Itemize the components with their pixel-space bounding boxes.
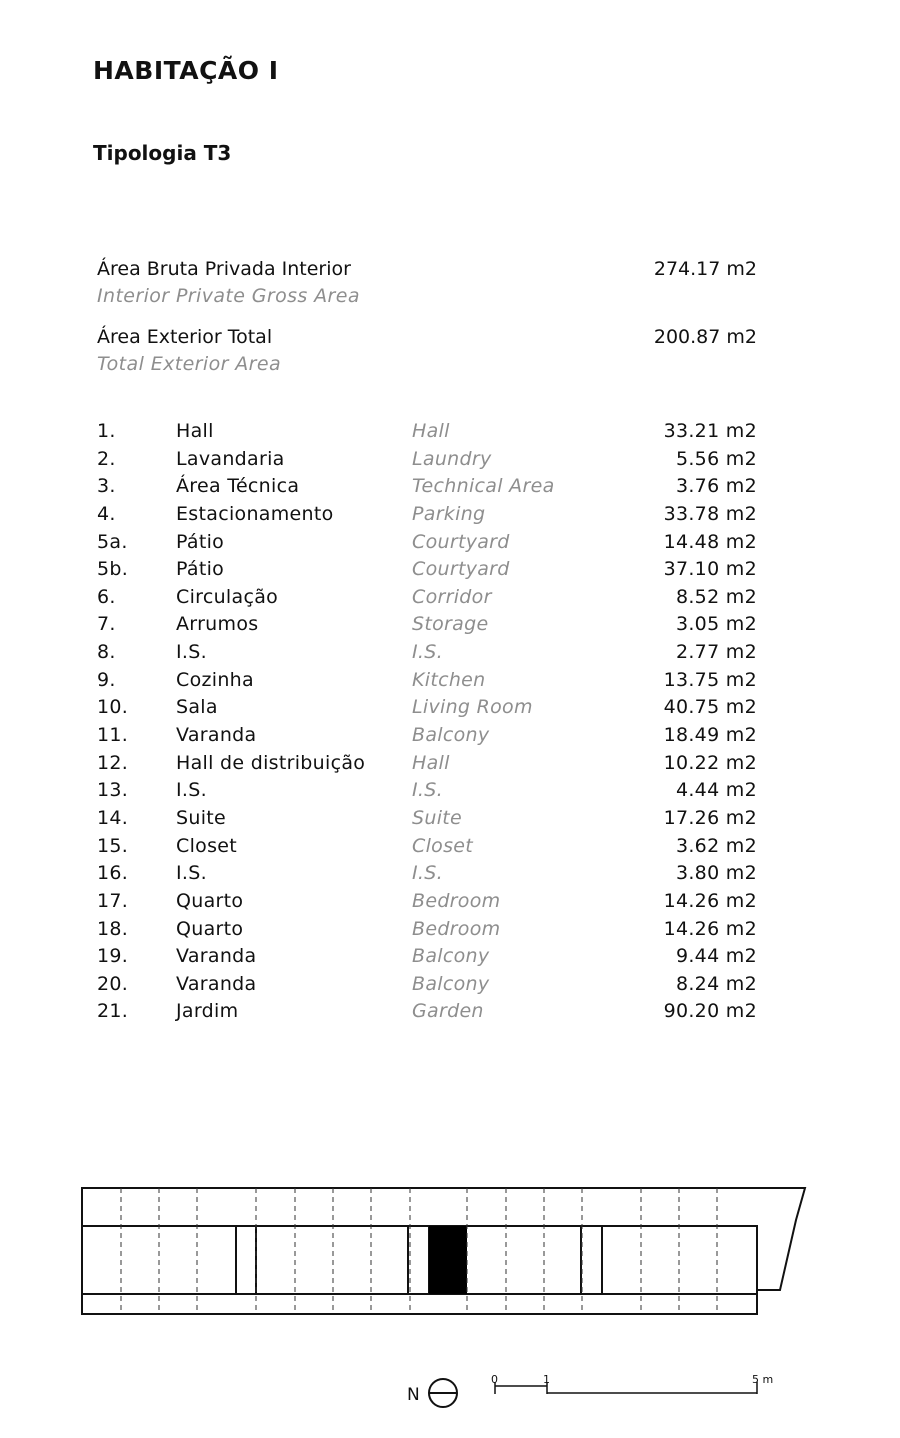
room-number: 1. (97, 420, 116, 442)
room-area: 4.44 m2 (675, 779, 757, 802)
room-name-en: Courtyard (412, 530, 510, 553)
room-name-pt: Arrumos (176, 613, 259, 636)
room-name-en: Courtyard (412, 558, 510, 581)
room-area: 33.78 m2 (663, 502, 757, 525)
room-name-en: Bedroom (412, 889, 501, 912)
room-name-en: Technical Area (412, 475, 555, 498)
room-name-en: Laundry (412, 447, 492, 470)
room-name-pt: Closet (176, 834, 238, 857)
room-name-pt: Varanda (176, 972, 257, 995)
room-number: 15. (97, 834, 129, 857)
room-name-en: Balcony (412, 972, 490, 995)
room-number: 17. (97, 889, 129, 912)
room-name-en: Kitchen (412, 668, 486, 691)
room-number: 11. (97, 724, 129, 747)
room-area: 33.21 m2 (663, 420, 757, 442)
room-area: 3.62 m2 (675, 834, 757, 857)
room-name-pt: I.S. (176, 779, 207, 802)
room-name-en: Living Room (412, 696, 533, 719)
room-area: 10.22 m2 (663, 751, 757, 774)
highlighted-unit (429, 1226, 467, 1294)
room-number: 9. (97, 668, 116, 691)
room-number: 6. (97, 585, 116, 608)
room-name-en: Garden (412, 1000, 484, 1023)
gross-area-value: 274.17 m2 (653, 258, 757, 280)
room-name-pt: Circulação (176, 585, 279, 608)
room-name-pt: I.S. (176, 641, 207, 664)
room-number: 20. (97, 972, 129, 995)
north-arrow-icon (407, 1379, 457, 1407)
room-area: 90.20 m2 (663, 1000, 757, 1023)
room-name-pt: Hall de distribuição (176, 751, 366, 774)
room-name-pt: Quarto (176, 917, 244, 940)
room-name-en: Storage (412, 613, 489, 636)
room-number: 18. (97, 917, 129, 940)
room-area: 3.80 m2 (675, 862, 757, 885)
room-number: 8. (97, 641, 116, 664)
room-area: 8.24 m2 (675, 972, 757, 995)
room-name-pt: Cozinha (176, 668, 254, 691)
room-name-pt: Área Técnica (176, 475, 300, 498)
room-name-pt: Hall (176, 420, 214, 442)
room-number: 21. (97, 1000, 129, 1023)
room-area: 14.26 m2 (663, 917, 757, 940)
room-area: 40.75 m2 (663, 696, 757, 719)
room-number: 13. (97, 779, 129, 802)
room-area: 9.44 m2 (675, 945, 757, 968)
typology-subtitle: Tipologia T3 (93, 141, 232, 165)
room-number: 2. (97, 447, 116, 470)
room-number: 14. (97, 806, 129, 829)
room-name-pt: Lavandaria (176, 447, 285, 470)
room-number: 16. (97, 862, 129, 885)
room-name-en: Bedroom (412, 917, 501, 940)
scale-bar (495, 1382, 757, 1394)
room-name-pt: Suite (176, 806, 227, 829)
room-area: 37.10 m2 (663, 558, 757, 581)
exterior-area-label-en: Total Exterior Area (97, 353, 281, 375)
gross-area-label-pt: Área Bruta Privada Interior (97, 258, 351, 280)
room-name-en: I.S. (412, 641, 443, 664)
room-number: 7. (97, 613, 116, 636)
room-name-en: I.S. (412, 862, 443, 885)
structural-grid (121, 1188, 717, 1314)
room-number: 5b. (97, 558, 129, 581)
room-name-en: Parking (412, 502, 486, 525)
north-label: N (407, 1385, 420, 1405)
room-area: 14.48 m2 (663, 530, 757, 553)
room-number: 12. (97, 751, 129, 774)
room-area: 13.75 m2 (663, 668, 757, 691)
gross-area-label-en: Interior Private Gross Area (97, 285, 360, 307)
room-name-pt: I.S. (176, 862, 207, 885)
room-name-pt: Varanda (176, 724, 257, 747)
room-number: 5a. (97, 530, 128, 553)
room-name-en: Suite (412, 806, 463, 829)
room-area: 2.77 m2 (675, 641, 757, 664)
room-name-pt: Varanda (176, 945, 257, 968)
room-area: 3.76 m2 (675, 475, 757, 498)
room-area: 17.26 m2 (663, 806, 757, 829)
room-area: 8.52 m2 (675, 585, 757, 608)
room-name-pt: Quarto (176, 889, 244, 912)
room-number: 19. (97, 945, 129, 968)
page-title: HABITAÇÃO I (93, 56, 279, 85)
room-name-en: Corridor (412, 585, 492, 608)
room-name-en: Closet (412, 834, 474, 857)
room-name-en: Hall (412, 420, 450, 442)
room-name-pt: Jardim (176, 1000, 239, 1023)
room-name-pt: Estacionamento (176, 502, 334, 525)
unit-block-2 (256, 1226, 408, 1294)
exterior-area-value: 200.87 m2 (653, 326, 757, 348)
room-name-en: Balcony (412, 945, 490, 968)
room-name-en: Balcony (412, 724, 490, 747)
room-area: 14.26 m2 (663, 889, 757, 912)
room-name-en: Hall (412, 751, 450, 774)
room-area: 18.49 m2 (663, 724, 757, 747)
room-name-pt: Pátio (176, 530, 225, 553)
exterior-area-label-pt: Área Exterior Total (97, 326, 273, 348)
room-name-pt: Sala (176, 696, 218, 719)
scale-label-0: 0 (491, 1373, 498, 1386)
scale-label-5: 5 m (752, 1373, 774, 1386)
room-name-en: I.S. (412, 779, 443, 802)
room-area: 3.05 m2 (675, 613, 757, 636)
scale-label-1: 1 (543, 1373, 550, 1386)
room-number: 4. (97, 502, 116, 525)
room-number: 3. (97, 475, 116, 498)
room-name-pt: Pátio (176, 558, 225, 581)
room-area: 5.56 m2 (675, 447, 757, 470)
room-number: 10. (97, 696, 129, 719)
